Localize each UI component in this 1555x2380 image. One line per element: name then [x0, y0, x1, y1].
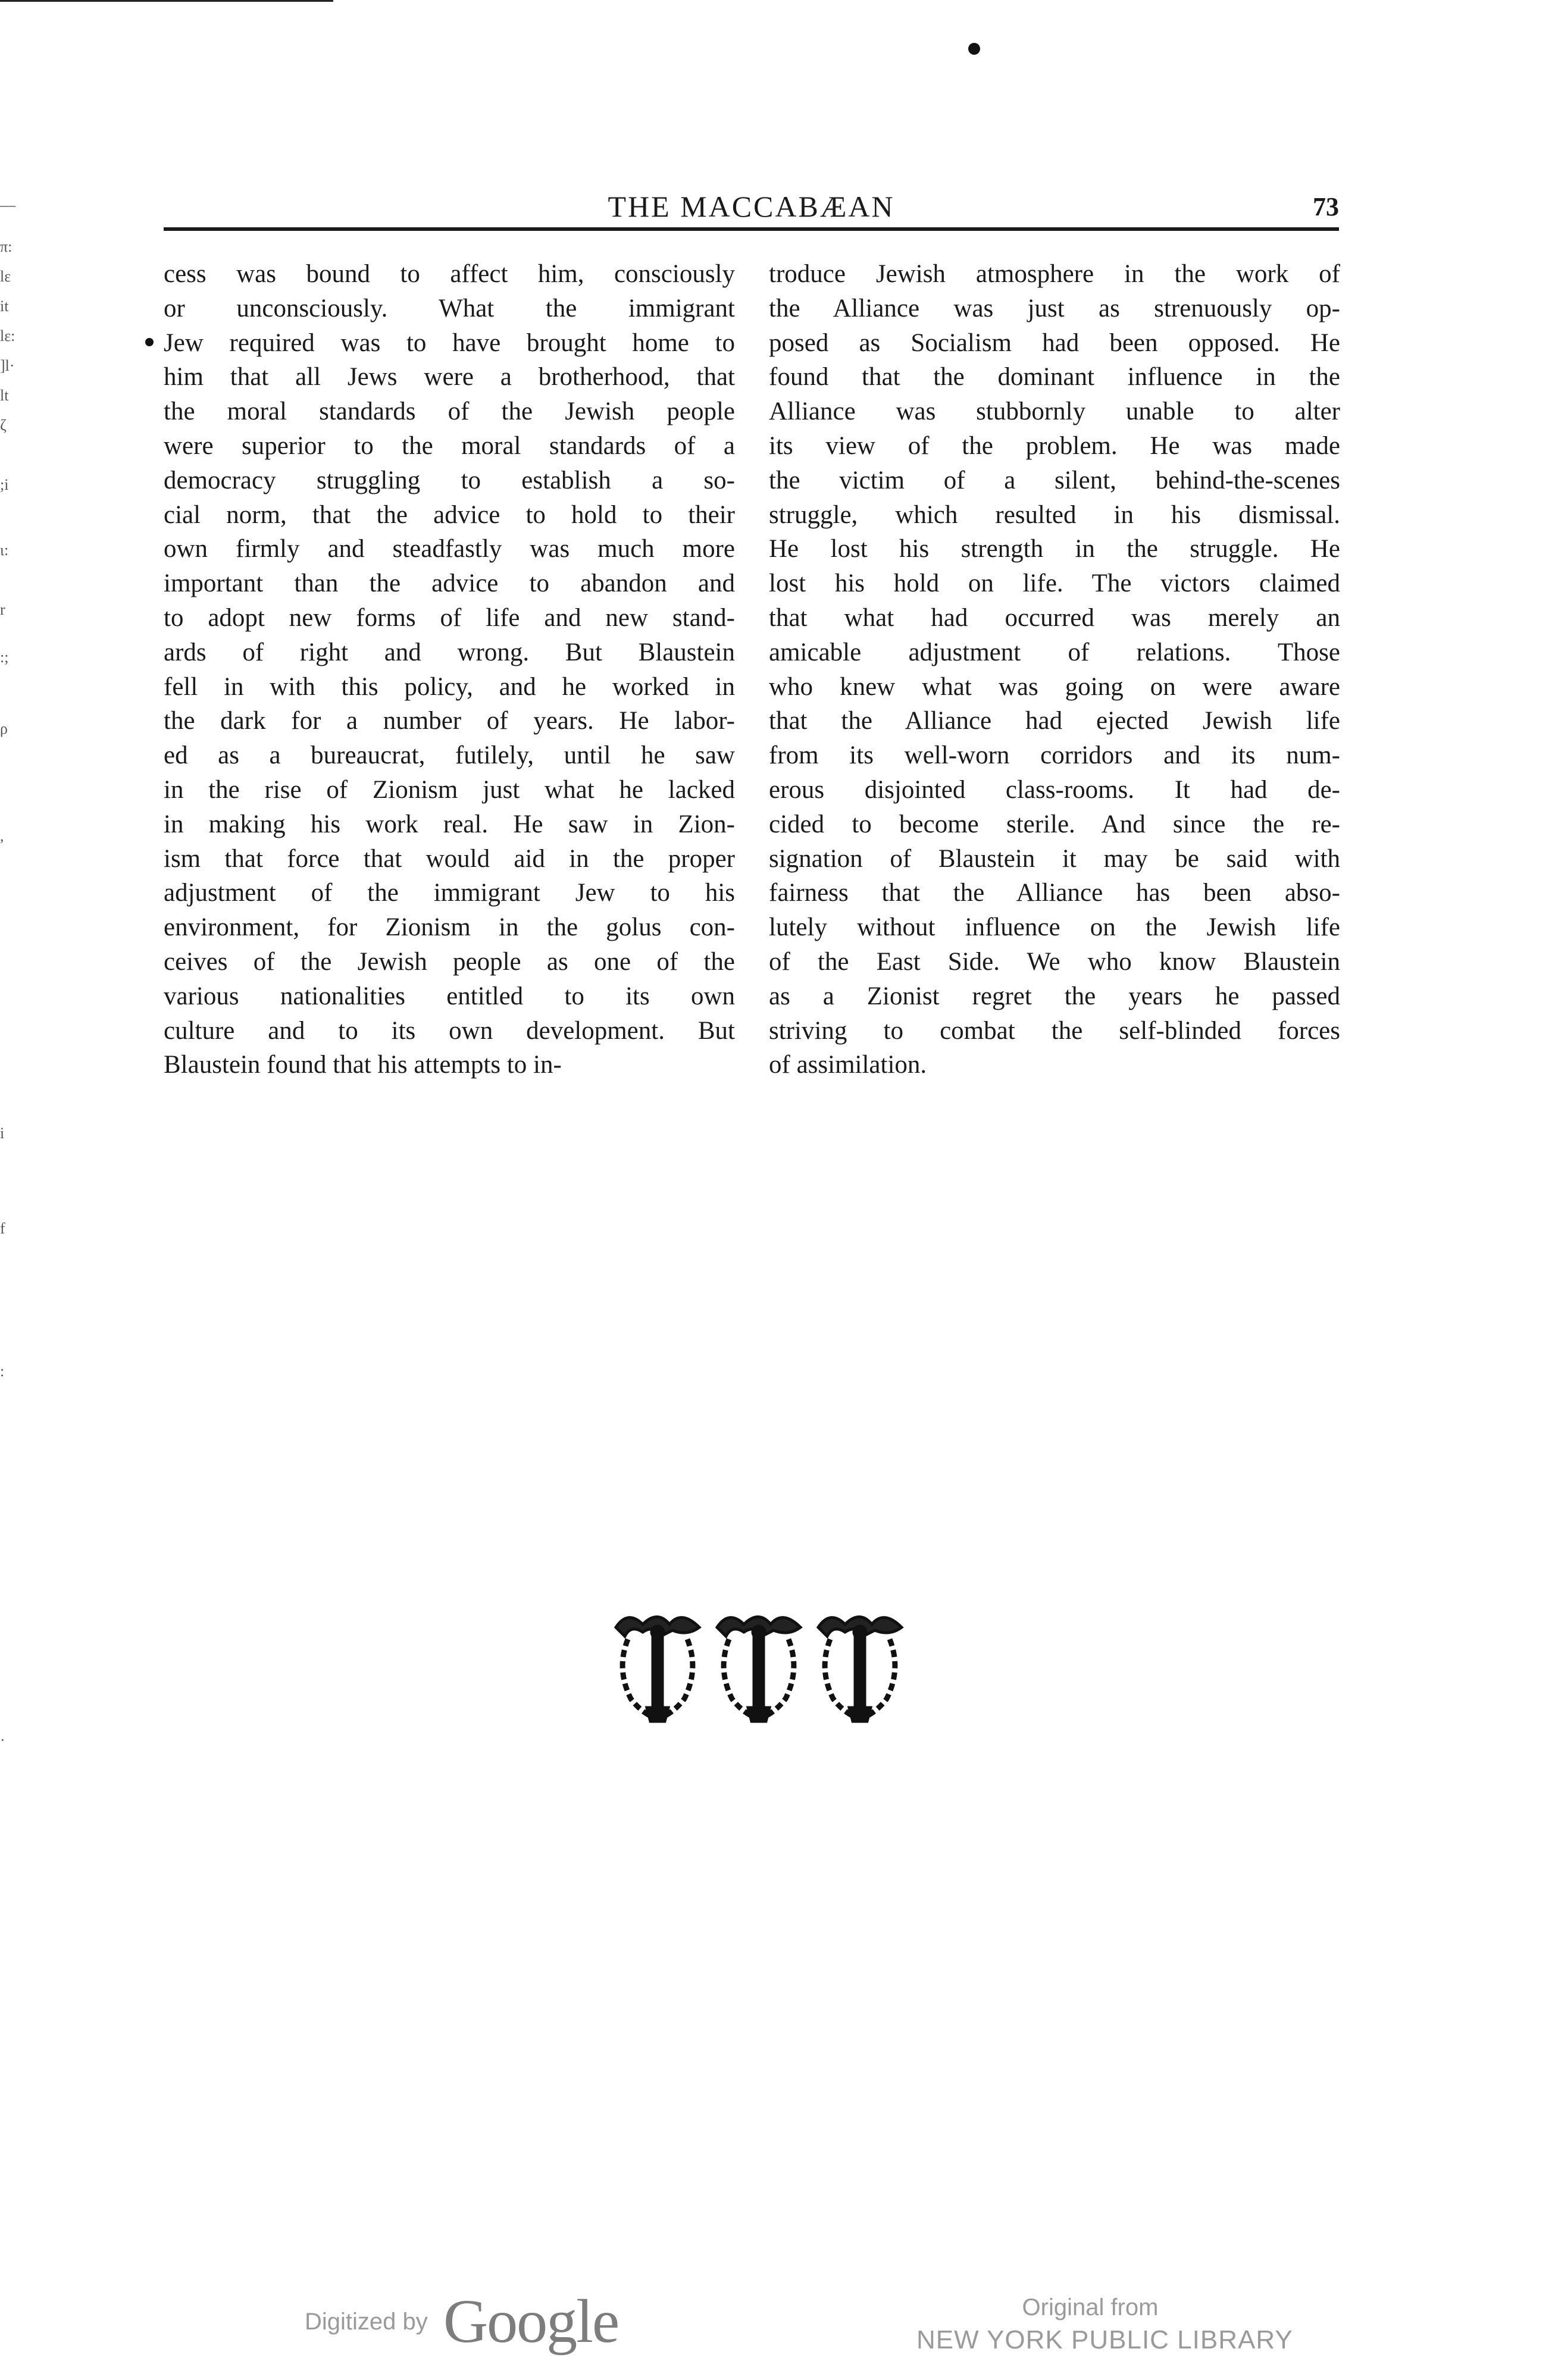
- journal-title: THE MACCABÆAN: [608, 190, 895, 223]
- text-line: fell in with this policy, and he worked in: [164, 672, 735, 701]
- library-name: NEW YORK PUBLIC LIBRARY: [916, 2325, 1293, 2354]
- google-wordmark: Google: [443, 2287, 619, 2356]
- text-line: were superior to the moral standards of a: [164, 431, 735, 460]
- text-line: of assimilation.: [769, 1051, 927, 1079]
- text-line: Alliance was stubbornly unable to alter: [769, 397, 1340, 426]
- text-line: cess was bound to affect him, consciously: [164, 260, 735, 288]
- text-line: cided to become sterile. And since the re-: [769, 810, 1340, 838]
- text-line: in making his work real. He saw in Zion-: [164, 810, 735, 838]
- text-line: Jew required was to have brought home to: [164, 328, 735, 357]
- text-line: the moral standards of the Jewish people: [164, 397, 735, 426]
- text-line: cial norm, that the advice to hold to their: [164, 500, 735, 529]
- text-line: found that the dominant influence in the: [769, 363, 1340, 392]
- text-column-right: [769, 257, 1340, 1082]
- text-line: the victim of a silent, behind-the-scenes: [769, 466, 1340, 494]
- text-line: struggle, which resulted in his dismissal.: [769, 500, 1340, 529]
- text-line: him that all Jews were a brotherhood, that: [164, 363, 735, 392]
- digitized-by-label: Digitized by: [305, 2309, 428, 2335]
- text-line: culture and to its own development. But: [164, 1016, 735, 1045]
- margin-bullet: [145, 338, 154, 346]
- text-line: Blaustein found that his attempts to in-: [164, 1051, 562, 1079]
- text-line: signation of Blaustein it may be said with: [769, 844, 1340, 873]
- text-line: that what had occurred was merely an: [769, 603, 1340, 632]
- original-from-label: Original from: [1022, 2294, 1159, 2320]
- top-edge-rule: [0, 0, 333, 2]
- text-line: amicable adjustment of relations. Those: [769, 638, 1340, 666]
- header-rule: [164, 227, 1339, 231]
- text-line: or unconsciously. What the immigrant: [164, 294, 735, 322]
- text-line: to adopt new forms of life and new stand-: [164, 603, 735, 632]
- text-line: troduce Jewish atmosphere in the work of: [769, 260, 1340, 288]
- text-line: the Alliance was just as strenuously op-: [769, 294, 1340, 322]
- page-number: 73: [1313, 192, 1339, 221]
- text-line: the dark for a number of years. He labor-: [164, 707, 735, 735]
- text-line: various nationalities entitled to its own: [164, 982, 735, 1010]
- text-line: as a Zionist regret the years he passed: [769, 982, 1340, 1010]
- text-line: of the East Side. We who know Blaustein: [769, 947, 1340, 976]
- decorative-ornament: [610, 1604, 919, 1734]
- margin-scan-artifacts: — π: lε it lε: ]l· lt ζ ;i ι: r :; ρ , i f : ·: [0, 196, 15, 1749]
- text-line: striving to combat the self-blinded forces: [769, 1016, 1340, 1045]
- text-line: ards of right and wrong. But Blaustein: [164, 638, 735, 666]
- text-line: ism that force that would aid in the proper: [164, 844, 735, 873]
- text-line: adjustment of the immigrant Jew to his: [164, 879, 735, 907]
- text-line: own firmly and steadfastly was much more: [164, 535, 735, 563]
- text-line: in the rise of Zionism just what he lacked: [164, 775, 735, 804]
- running-header: [164, 189, 1339, 225]
- text-column-left: [164, 257, 735, 1082]
- text-line: democracy struggling to establish a so-: [164, 466, 735, 494]
- text-line: who knew what was going on were aware: [769, 672, 1340, 701]
- text-line: fairness that the Alliance has been abso-: [769, 879, 1340, 907]
- text-line: ceives of the Jewish people as one of the: [164, 947, 735, 976]
- text-line: environment, for Zionism in the golus con-: [164, 913, 735, 942]
- text-line: He lost his strength in the struggle. He: [769, 535, 1340, 563]
- text-line: lost his hold on life. The victors claimed: [769, 569, 1340, 598]
- text-line: that the Alliance had ejected Jewish life: [769, 707, 1340, 735]
- text-line: important than the advice to abandon and: [164, 569, 735, 598]
- text-line: erous disjointed class-rooms. It had de-: [769, 775, 1340, 804]
- speck: [968, 43, 980, 55]
- text-line: posed as Socialism had been opposed. He: [769, 328, 1340, 357]
- text-line: lutely without influence on the Jewish life: [769, 913, 1340, 942]
- text-line: ed as a bureaucrat, futilely, until he saw: [164, 741, 735, 770]
- text-line: its view of the problem. He was made: [769, 431, 1340, 460]
- text-line: from its well-worn corridors and its num-: [769, 741, 1340, 770]
